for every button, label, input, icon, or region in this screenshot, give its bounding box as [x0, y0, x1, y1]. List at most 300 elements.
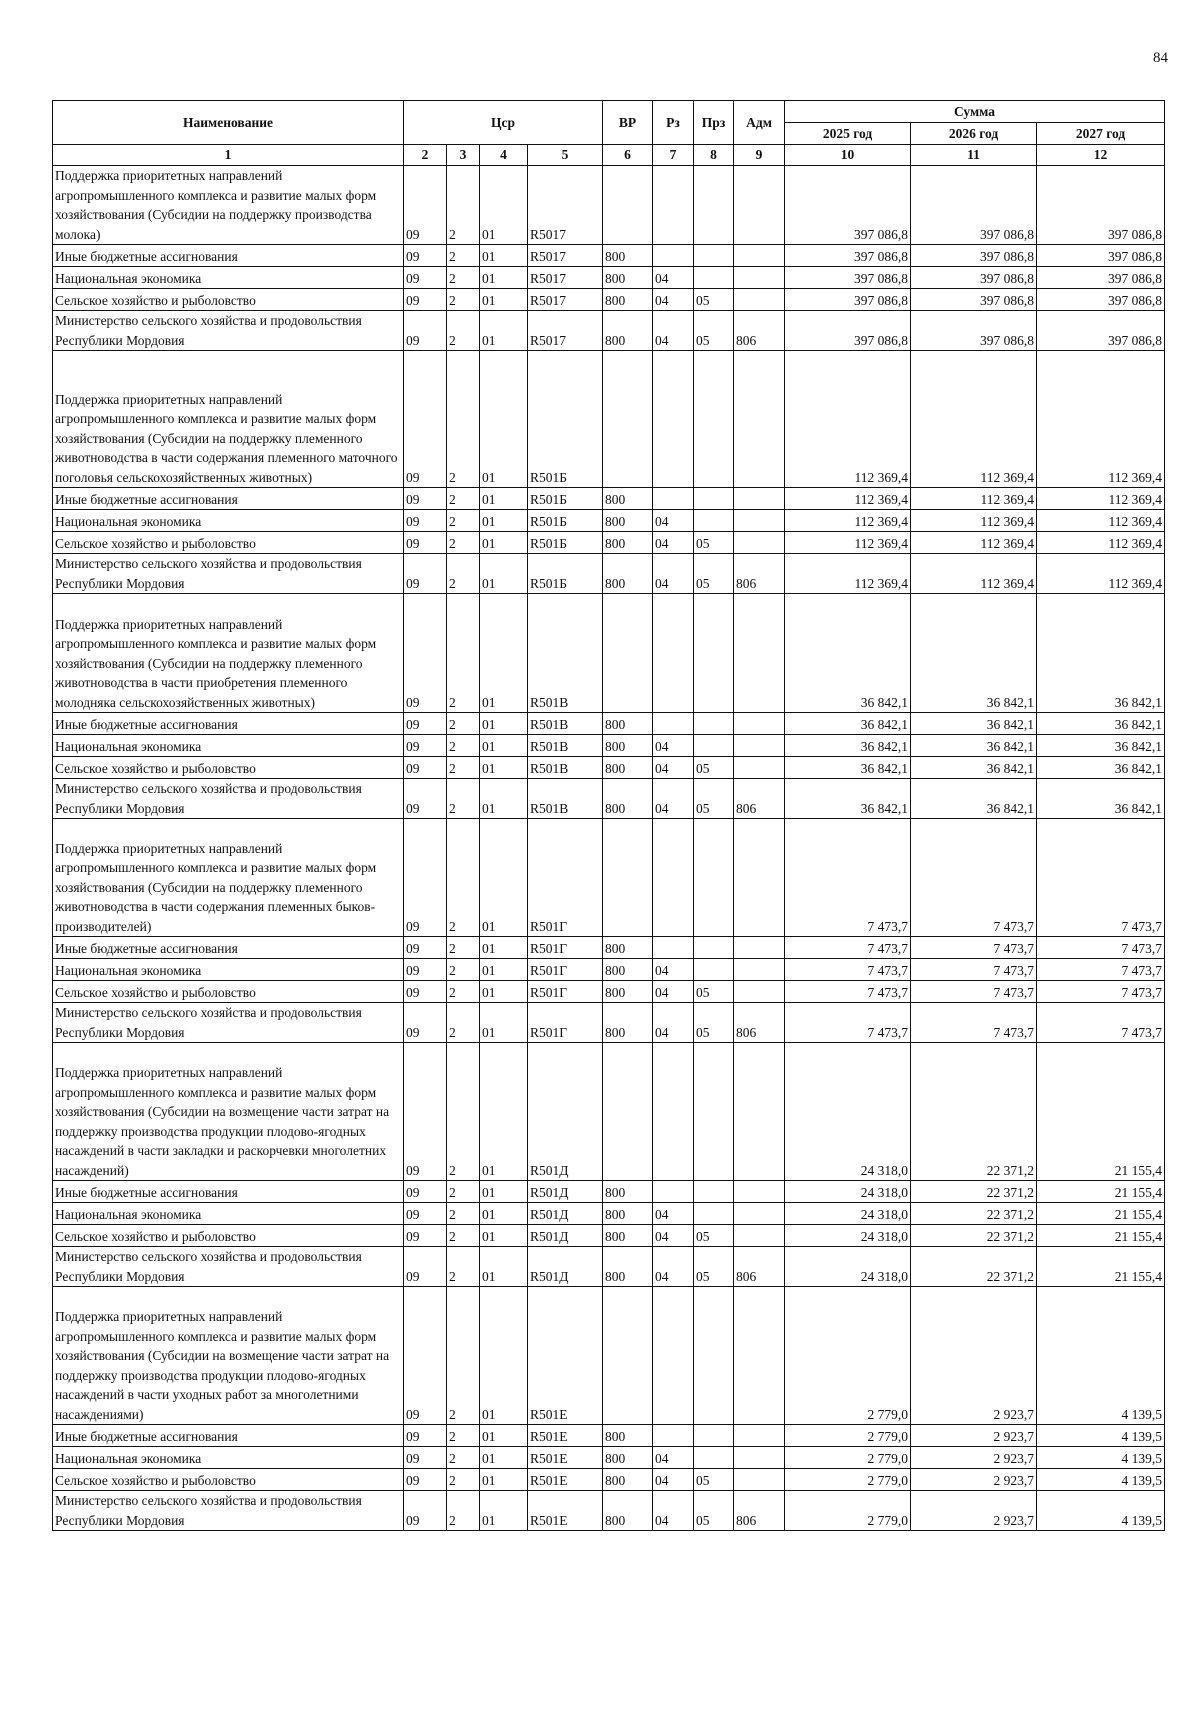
cell-code-5: R501Б [528, 532, 603, 554]
cell-amount-2026: 36 842,1 [911, 594, 1037, 713]
cell-amount-2025: 36 842,1 [785, 779, 911, 819]
cell-prz: 05 [694, 1491, 734, 1531]
cell-amount-2025: 7 473,7 [785, 819, 911, 937]
cell-prz: 05 [694, 1003, 734, 1043]
cell-prz: 05 [694, 1469, 734, 1491]
cell-amount-2027: 21 155,4 [1037, 1181, 1165, 1203]
cell-adm [734, 1287, 785, 1425]
cell-amount-2026: 112 369,4 [911, 510, 1037, 532]
cell-code-3: 2 [447, 1203, 480, 1225]
row-name: Национальная экономика [53, 267, 404, 289]
cell-code-4: 01 [480, 779, 528, 819]
cell-code-3: 2 [447, 488, 480, 510]
cell-amount-2027: 36 842,1 [1037, 779, 1165, 819]
row-name: Иные бюджетные ассигнования [53, 1425, 404, 1447]
cell-code-5: R5017 [528, 289, 603, 311]
cell-code-3: 2 [447, 267, 480, 289]
cell-code-4: 01 [480, 1247, 528, 1287]
col-number: 5 [528, 145, 603, 166]
cell-amount-2025: 112 369,4 [785, 532, 911, 554]
cell-vr: 800 [603, 532, 653, 554]
cell-rz: 04 [653, 1491, 694, 1531]
page-number: 84 [1153, 50, 1168, 66]
cell-adm [734, 166, 785, 245]
cell-amount-2027: 7 473,7 [1037, 819, 1165, 937]
cell-amount-2026: 7 473,7 [911, 1003, 1037, 1043]
cell-code-4: 01 [480, 351, 528, 488]
cell-amount-2027: 7 473,7 [1037, 1003, 1165, 1043]
cell-vr: 800 [603, 1247, 653, 1287]
cell-prz [694, 959, 734, 981]
table-row [53, 1447, 1165, 1469]
cell-rz [653, 713, 694, 735]
cell-code-4: 01 [480, 981, 528, 1003]
cell-code-3: 2 [447, 981, 480, 1003]
header-vr: ВР [603, 101, 653, 145]
cell-code-2: 09 [404, 594, 447, 713]
cell-vr: 800 [603, 311, 653, 351]
col-number: 4 [480, 145, 528, 166]
cell-rz: 04 [653, 510, 694, 532]
table-row [53, 1425, 1165, 1447]
cell-code-5: R501Д [528, 1247, 603, 1287]
cell-code-4: 01 [480, 289, 528, 311]
cell-amount-2026: 112 369,4 [911, 488, 1037, 510]
cell-amount-2025: 112 369,4 [785, 510, 911, 532]
cell-rz: 04 [653, 1247, 694, 1287]
cell-vr [603, 594, 653, 713]
row-name: Национальная экономика [53, 1203, 404, 1225]
cell-vr: 800 [603, 959, 653, 981]
cell-code-3: 2 [447, 311, 480, 351]
row-name: Министерство сельского хозяйства и продовольствия Республики Мордовия [53, 1491, 404, 1531]
cell-code-2: 09 [404, 510, 447, 532]
cell-amount-2025: 2 779,0 [785, 1447, 911, 1469]
cell-amount-2025: 2 779,0 [785, 1469, 911, 1491]
cell-amount-2026: 112 369,4 [911, 554, 1037, 594]
cell-code-4: 01 [480, 311, 528, 351]
cell-rz: 04 [653, 1003, 694, 1043]
row-name: Министерство сельского хозяйства и продовольствия Республики Мордовия [53, 554, 404, 594]
cell-code-2: 09 [404, 1247, 447, 1287]
cell-vr: 800 [603, 510, 653, 532]
table-row [53, 267, 1165, 289]
cell-code-5: R501Г [528, 959, 603, 981]
cell-prz [694, 1043, 734, 1181]
row-name: Поддержка приоритетных направлений агропромышленного комплекса и развитие малых форм хозяйствования (Субсидии на поддержку племенного животноводства в части содержания племенных быков-производителей) [53, 819, 404, 937]
cell-code-2: 09 [404, 311, 447, 351]
cell-amount-2027: 112 369,4 [1037, 554, 1165, 594]
cell-code-4: 01 [480, 1225, 528, 1247]
cell-adm [734, 510, 785, 532]
table-row [53, 1287, 1165, 1425]
cell-rz: 04 [653, 267, 694, 289]
cell-prz [694, 351, 734, 488]
table-row [53, 937, 1165, 959]
cell-code-5: R501В [528, 735, 603, 757]
row-name: Иные бюджетные ассигнования [53, 937, 404, 959]
cell-code-3: 2 [447, 554, 480, 594]
cell-rz [653, 351, 694, 488]
cell-amount-2025: 36 842,1 [785, 594, 911, 713]
cell-amount-2027: 397 086,8 [1037, 245, 1165, 267]
cell-amount-2026: 7 473,7 [911, 937, 1037, 959]
col-number: 8 [694, 145, 734, 166]
cell-code-4: 01 [480, 713, 528, 735]
cell-code-2: 09 [404, 245, 447, 267]
col-number: 9 [734, 145, 785, 166]
cell-amount-2027: 4 139,5 [1037, 1425, 1165, 1447]
cell-code-3: 2 [447, 1425, 480, 1447]
cell-amount-2027: 397 086,8 [1037, 289, 1165, 311]
cell-amount-2025: 7 473,7 [785, 1003, 911, 1043]
cell-prz: 05 [694, 779, 734, 819]
row-name: Министерство сельского хозяйства и продовольствия Республики Мордовия [53, 311, 404, 351]
cell-amount-2026: 397 086,8 [911, 289, 1037, 311]
row-name: Министерство сельского хозяйства и продовольствия Республики Мордовия [53, 1003, 404, 1043]
cell-code-2: 09 [404, 937, 447, 959]
cell-code-5: R501Г [528, 819, 603, 937]
cell-amount-2027: 397 086,8 [1037, 267, 1165, 289]
cell-code-2: 09 [404, 289, 447, 311]
cell-code-5: R501Д [528, 1181, 603, 1203]
row-name: Иные бюджетные ассигнования [53, 488, 404, 510]
row-name: Сельское хозяйство и рыболовство [53, 1469, 404, 1491]
cell-amount-2025: 397 086,8 [785, 245, 911, 267]
cell-vr: 800 [603, 1491, 653, 1531]
cell-code-2: 09 [404, 1425, 447, 1447]
table-row [53, 819, 1165, 937]
cell-prz [694, 1287, 734, 1425]
cell-amount-2027: 397 086,8 [1037, 311, 1165, 351]
cell-amount-2026: 7 473,7 [911, 959, 1037, 981]
header-year-2025: 2025 год [785, 123, 911, 145]
col-number: 3 [447, 145, 480, 166]
cell-vr: 800 [603, 1469, 653, 1491]
cell-rz [653, 166, 694, 245]
cell-code-2: 09 [404, 1203, 447, 1225]
cell-rz: 04 [653, 1203, 694, 1225]
cell-code-3: 2 [447, 532, 480, 554]
cell-amount-2025: 36 842,1 [785, 735, 911, 757]
cell-code-4: 01 [480, 1181, 528, 1203]
cell-amount-2027: 4 139,5 [1037, 1491, 1165, 1531]
cell-code-3: 2 [447, 1181, 480, 1203]
cell-code-3: 2 [447, 1247, 480, 1287]
cell-rz: 04 [653, 779, 694, 819]
cell-code-5: R5017 [528, 166, 603, 245]
cell-prz: 05 [694, 1225, 734, 1247]
cell-code-4: 01 [480, 1003, 528, 1043]
cell-code-5: R501Д [528, 1225, 603, 1247]
row-name: Иные бюджетные ассигнования [53, 1181, 404, 1203]
row-name: Министерство сельского хозяйства и продовольствия Республики Мордовия [53, 779, 404, 819]
cell-amount-2025: 24 318,0 [785, 1247, 911, 1287]
cell-amount-2027: 4 139,5 [1037, 1287, 1165, 1425]
cell-prz: 05 [694, 1247, 734, 1287]
cell-amount-2025: 397 086,8 [785, 311, 911, 351]
table-row [53, 1491, 1165, 1531]
cell-code-4: 01 [480, 735, 528, 757]
cell-amount-2027: 36 842,1 [1037, 735, 1165, 757]
cell-code-3: 2 [447, 819, 480, 937]
cell-code-3: 2 [447, 959, 480, 981]
cell-prz: 05 [694, 532, 734, 554]
row-name: Министерство сельского хозяйства и продовольствия Республики Мордовия [53, 1247, 404, 1287]
cell-amount-2026: 22 371,2 [911, 1247, 1037, 1287]
cell-code-4: 01 [480, 819, 528, 937]
cell-vr: 800 [603, 1225, 653, 1247]
cell-amount-2025: 24 318,0 [785, 1225, 911, 1247]
cell-prz: 05 [694, 311, 734, 351]
cell-amount-2026: 22 371,2 [911, 1225, 1037, 1247]
cell-prz: 05 [694, 981, 734, 1003]
cell-code-2: 09 [404, 757, 447, 779]
cell-rz: 04 [653, 1225, 694, 1247]
table-row [53, 594, 1165, 713]
cell-prz [694, 1203, 734, 1225]
cell-code-3: 2 [447, 351, 480, 488]
cell-rz: 04 [653, 1447, 694, 1469]
cell-adm [734, 1181, 785, 1203]
cell-amount-2026: 7 473,7 [911, 981, 1037, 1003]
cell-adm [734, 819, 785, 937]
cell-code-2: 09 [404, 1491, 447, 1531]
cell-code-4: 01 [480, 937, 528, 959]
cell-code-2: 09 [404, 1181, 447, 1203]
row-name: Сельское хозяйство и рыболовство [53, 532, 404, 554]
cell-amount-2026: 2 923,7 [911, 1425, 1037, 1447]
cell-amount-2027: 36 842,1 [1037, 757, 1165, 779]
cell-code-3: 2 [447, 289, 480, 311]
cell-vr: 800 [603, 713, 653, 735]
table-row [53, 1203, 1165, 1225]
table-row [53, 713, 1165, 735]
cell-amount-2027: 7 473,7 [1037, 959, 1165, 981]
cell-vr: 800 [603, 1003, 653, 1043]
row-name: Сельское хозяйство и рыболовство [53, 289, 404, 311]
row-name: Сельское хозяйство и рыболовство [53, 1225, 404, 1247]
cell-prz [694, 594, 734, 713]
cell-code-2: 09 [404, 713, 447, 735]
table-row [53, 554, 1165, 594]
cell-rz: 04 [653, 1469, 694, 1491]
cell-code-2: 09 [404, 351, 447, 488]
cell-amount-2025: 24 318,0 [785, 1203, 911, 1225]
cell-code-2: 09 [404, 819, 447, 937]
cell-prz: 05 [694, 757, 734, 779]
cell-vr: 800 [603, 779, 653, 819]
cell-rz: 04 [653, 554, 694, 594]
row-name: Поддержка приоритетных направлений агропромышленного комплекса и развитие малых форм хозяйствования (Субсидии на поддержку племенного животноводства в части содержания племенного маточного поголовья сельскохозяйственных животных) [53, 351, 404, 488]
cell-rz [653, 245, 694, 267]
table-row [53, 510, 1165, 532]
header-prz: Прз [694, 101, 734, 145]
cell-code-2: 09 [404, 488, 447, 510]
cell-amount-2026: 2 923,7 [911, 1447, 1037, 1469]
cell-vr [603, 1287, 653, 1425]
cell-code-4: 01 [480, 532, 528, 554]
cell-code-2: 09 [404, 1447, 447, 1469]
table-row [53, 488, 1165, 510]
cell-adm: 806 [734, 311, 785, 351]
cell-adm [734, 1447, 785, 1469]
cell-code-4: 01 [480, 594, 528, 713]
cell-vr [603, 1043, 653, 1181]
cell-code-5: R501Е [528, 1287, 603, 1425]
cell-amount-2026: 22 371,2 [911, 1203, 1037, 1225]
cell-amount-2025: 397 086,8 [785, 289, 911, 311]
col-number: 10 [785, 145, 911, 166]
cell-vr: 800 [603, 554, 653, 594]
cell-vr: 800 [603, 267, 653, 289]
cell-rz [653, 1287, 694, 1425]
cell-rz [653, 488, 694, 510]
cell-prz [694, 510, 734, 532]
cell-adm: 806 [734, 779, 785, 819]
cell-code-5: R501В [528, 713, 603, 735]
table-row [53, 532, 1165, 554]
cell-amount-2025: 112 369,4 [785, 351, 911, 488]
cell-code-3: 2 [447, 594, 480, 713]
cell-code-5: R5017 [528, 267, 603, 289]
cell-amount-2026: 2 923,7 [911, 1491, 1037, 1531]
cell-amount-2027: 112 369,4 [1037, 351, 1165, 488]
cell-amount-2027: 36 842,1 [1037, 713, 1165, 735]
cell-code-2: 09 [404, 981, 447, 1003]
cell-code-2: 09 [404, 1287, 447, 1425]
cell-prz: 05 [694, 289, 734, 311]
cell-code-5: R501Д [528, 1203, 603, 1225]
cell-amount-2027: 7 473,7 [1037, 981, 1165, 1003]
cell-prz [694, 166, 734, 245]
row-name: Национальная экономика [53, 959, 404, 981]
cell-code-3: 2 [447, 779, 480, 819]
table-row [53, 351, 1165, 488]
cell-vr: 800 [603, 289, 653, 311]
cell-code-3: 2 [447, 1447, 480, 1469]
cell-amount-2026: 397 086,8 [911, 166, 1037, 245]
cell-code-4: 01 [480, 1447, 528, 1469]
row-name: Поддержка приоритетных направлений агропромышленного комплекса и развитие малых форм хозяйствования (Субсидии на возмещение части затрат на поддержку производства продукции плодово-ягодных насаждений в части закладки и раскорчевки многолетних насаждений) [53, 1043, 404, 1181]
cell-code-2: 09 [404, 166, 447, 245]
cell-adm [734, 757, 785, 779]
cell-adm [734, 713, 785, 735]
cell-rz: 04 [653, 532, 694, 554]
cell-code-3: 2 [447, 1469, 480, 1491]
cell-amount-2027: 36 842,1 [1037, 594, 1165, 713]
row-name: Национальная экономика [53, 1447, 404, 1469]
cell-amount-2025: 112 369,4 [785, 554, 911, 594]
cell-code-5: R501Б [528, 488, 603, 510]
cell-vr: 800 [603, 245, 653, 267]
cell-code-4: 01 [480, 488, 528, 510]
cell-amount-2025: 36 842,1 [785, 757, 911, 779]
cell-code-4: 01 [480, 1425, 528, 1447]
header-year-2027: 2027 год [1037, 123, 1165, 145]
header-summa: Сумма [785, 101, 1165, 123]
cell-amount-2026: 36 842,1 [911, 757, 1037, 779]
cell-vr: 800 [603, 937, 653, 959]
cell-amount-2026: 397 086,8 [911, 245, 1037, 267]
cell-code-5: R501Д [528, 1043, 603, 1181]
cell-code-3: 2 [447, 245, 480, 267]
cell-code-2: 09 [404, 779, 447, 819]
cell-vr: 800 [603, 735, 653, 757]
table-row [53, 981, 1165, 1003]
table-row [53, 735, 1165, 757]
cell-code-3: 2 [447, 1225, 480, 1247]
cell-adm [734, 1203, 785, 1225]
cell-amount-2026: 112 369,4 [911, 532, 1037, 554]
cell-prz: 05 [694, 554, 734, 594]
row-name: Поддержка приоритетных направлений агропромышленного комплекса и развитие малых форм хозяйствования (Субсидии на поддержку племенного животноводства в части приобретения племенного молодняка сельскохозяйственных животных) [53, 594, 404, 713]
cell-amount-2026: 7 473,7 [911, 819, 1037, 937]
cell-code-2: 09 [404, 735, 447, 757]
cell-amount-2026: 36 842,1 [911, 713, 1037, 735]
cell-adm [734, 1225, 785, 1247]
table-row [53, 757, 1165, 779]
cell-amount-2027: 21 155,4 [1037, 1043, 1165, 1181]
row-name: Сельское хозяйство и рыболовство [53, 757, 404, 779]
table-row [53, 289, 1165, 311]
cell-adm [734, 245, 785, 267]
row-name: Сельское хозяйство и рыболовство [53, 981, 404, 1003]
cell-amount-2025: 2 779,0 [785, 1287, 911, 1425]
cell-rz: 04 [653, 289, 694, 311]
cell-adm [734, 267, 785, 289]
cell-amount-2026: 112 369,4 [911, 351, 1037, 488]
cell-rz: 04 [653, 981, 694, 1003]
cell-code-3: 2 [447, 735, 480, 757]
cell-rz: 04 [653, 757, 694, 779]
cell-rz [653, 937, 694, 959]
cell-amount-2025: 397 086,8 [785, 166, 911, 245]
cell-amount-2027: 112 369,4 [1037, 532, 1165, 554]
cell-amount-2027: 112 369,4 [1037, 488, 1165, 510]
cell-adm: 806 [734, 554, 785, 594]
cell-vr [603, 166, 653, 245]
cell-vr: 800 [603, 981, 653, 1003]
cell-code-4: 01 [480, 1287, 528, 1425]
cell-adm [734, 1425, 785, 1447]
cell-amount-2025: 7 473,7 [785, 959, 911, 981]
cell-prz [694, 819, 734, 937]
cell-rz [653, 1425, 694, 1447]
cell-code-5: R501Б [528, 351, 603, 488]
cell-amount-2025: 7 473,7 [785, 981, 911, 1003]
cell-code-3: 2 [447, 1003, 480, 1043]
cell-code-5: R501Е [528, 1469, 603, 1491]
cell-prz [694, 245, 734, 267]
cell-code-5: R501Б [528, 554, 603, 594]
cell-prz [694, 937, 734, 959]
row-name: Иные бюджетные ассигнования [53, 713, 404, 735]
cell-amount-2026: 36 842,1 [911, 779, 1037, 819]
cell-amount-2026: 22 371,2 [911, 1043, 1037, 1181]
cell-rz: 04 [653, 311, 694, 351]
cell-rz: 04 [653, 735, 694, 757]
cell-rz [653, 1181, 694, 1203]
cell-rz: 04 [653, 959, 694, 981]
cell-rz [653, 1043, 694, 1181]
cell-code-2: 09 [404, 1469, 447, 1491]
cell-code-4: 01 [480, 510, 528, 532]
cell-amount-2025: 397 086,8 [785, 267, 911, 289]
cell-adm [734, 351, 785, 488]
cell-amount-2026: 22 371,2 [911, 1181, 1037, 1203]
cell-code-4: 01 [480, 757, 528, 779]
